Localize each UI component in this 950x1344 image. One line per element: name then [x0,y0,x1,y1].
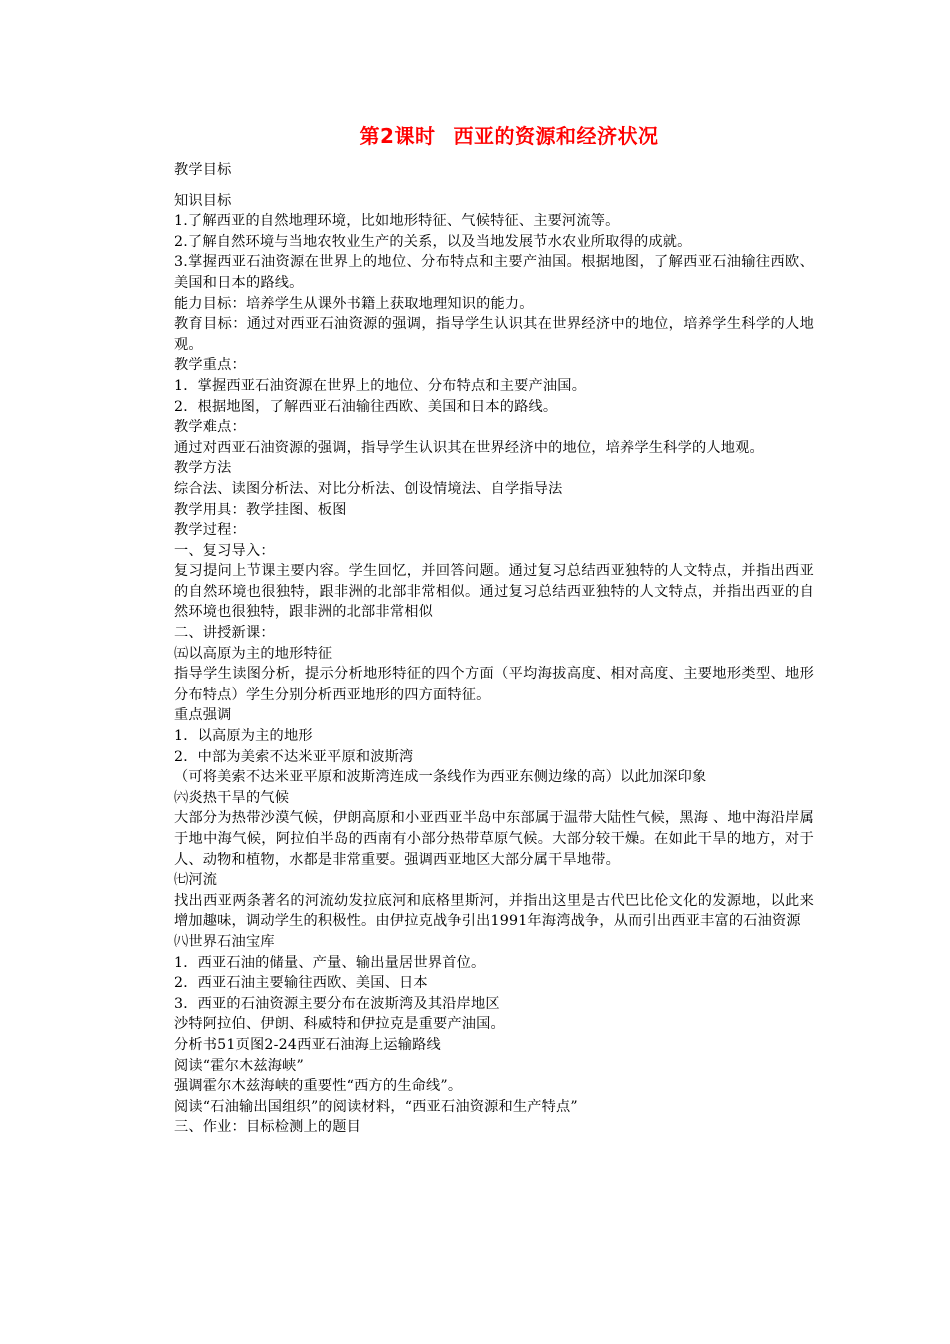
reading-opec: 阅读“石油输出国组织”的阅读材料，“西亚石油资源和生产特点” [174,1098,578,1115]
oil-producers: 沙特阿拉伯、伊朗、科威特和伊拉克是重要产油国。 [174,1016,505,1033]
ability-goal: 能力目标：培养学生从课外书籍上获取地理知识的能力。 [174,295,534,312]
oil-item-1: 1．西亚石油的储量、产量、输出量居世界首位。 [174,954,486,971]
key-point-2: 2．根据地图，了解西亚石油输往西欧、美国和日本的路线。 [174,398,558,415]
heading-teaching-goals: 教学目标 [174,162,232,178]
knowledge-item-1: 1.了解西亚的自然地理环境，比如地形特征、气候特征、主要河流等。 [174,213,620,230]
heading-knowledge-goals: 知识目标 [174,192,232,209]
hormuz-emphasis: 强调霍尔木兹海峡的重要性“西方的生命线”。 [174,1078,463,1095]
section-new-lesson: 二、讲授新课： [174,625,275,642]
topic-rivers: ㈦河流 [174,872,218,889]
heading-teaching-methods: 教学方法 [174,460,232,477]
topic-oil: ㈧世界石油宝库 [174,933,275,950]
oil-map-analysis: 分析书51页图2-24西亚石油海上运输路线 [174,1036,441,1053]
section-review: 一、复习导入： [174,542,275,559]
teaching-methods: 综合法、读图分析法、对比分析法、创设情境法、自学指导法 [174,480,563,497]
topic-climate: ㈥炎热干旱的气候 [174,789,290,806]
spacer [174,181,814,191]
homework: 三、作业：目标检测上的题目 [174,1119,362,1136]
oil-item-2: 2．西亚石油主要输往西欧、美国、日本 [174,975,428,992]
education-goal: 教育目标：通过对西亚石油资源的强调，指导学生认识其在世界经济中的地位，培养学生科学的人地观。 [174,316,814,353]
terrain-paragraph: 指导学生读图分析，提示分析地形特征的四个方面（平均海拔高度、相对高度、主要地形类型、地形分布特点）学生分别分析西亚地形的四方面特征。 [174,666,814,703]
document-page [174,122,814,1138]
teaching-tools: 教学用具：教学挂图、板图 [174,501,347,518]
oil-item-3: 3．西亚的石油资源主要分布在波斯湾及其沿岸地区 [174,995,500,1012]
climate-paragraph: 大部分为热带沙漠气候，伊朗高原和小亚西亚半岛中东部属于温带大陆性气候，黑海 、地中海沿岸属于地中海气候，阿拉伯半岛的西南有小部分热带草原气候。大部分较干燥。在如此干旱的地方，对于人、动物和植物，水都是非常重要。强调西亚地区大部分属干旱地带。 [174,810,814,868]
knowledge-item-3: 3.掌握西亚石油资源在世界上的地位、分布特点和主要产油国。根据地图，了解西亚石油输往西欧、美国和日本的路线。 [174,254,814,291]
difficult-point: 通过对西亚石油资源的强调，指导学生认识其在世界经济中的地位，培养学生科学的人地观。 [174,439,764,456]
emphasis-item-1: 1．以高原为主的地形 [174,728,313,745]
title-topic: 西亚的资源和经济状况 [453,124,659,148]
heading-teaching-process: 教学过程： [174,522,246,539]
key-point-1: 1．掌握西亚石油资源在世界上的地位、分布特点和主要产油国。 [174,377,587,394]
knowledge-item-2: 2.了解自然环境与当地农牧业生产的关系，以及当地发展节水农业所取得的成就。 [174,233,692,250]
emphasis-note: （可将美索不达米亚平原和波斯湾连成一条线作为西亚东侧边缘的高）以此加深印象 [174,769,707,786]
title-lesson-number: 第2课时 [359,124,436,148]
reading-hormuz: 阅读“霍尔木兹海峡” [174,1057,305,1074]
topic-terrain: ㈤以高原为主的地形特征 [174,645,333,662]
review-paragraph: 复习提问上节课主要内容。学生回忆，并回答问题。通过复习总结西亚独特的人文特点，并指出西亚的自然环境也很独特，跟非洲的北部非常相似。通过复习总结西亚独特的人文特点，并指出西亚的自然环境也很独特，跟非洲的北部非常相似 [174,563,814,621]
rivers-paragraph: 找出西亚两条著名的河流幼发拉底河和底格里斯河，并指出这里是古代巴比伦文化的发源地，以此来增加趣味，调动学生的积极性。由伊拉克战争引出1991年海湾战争，从而引出西亚丰富的石油资源 [174,892,814,930]
heading-difficult-points: 教学难点： [174,419,246,436]
emphasis-item-2: 2．中部为美索不达米亚平原和波斯湾 [174,748,414,765]
document-title [174,122,814,150]
heading-emphasis: 重点强调 [174,707,232,724]
heading-key-points: 教学重点： [174,357,246,374]
